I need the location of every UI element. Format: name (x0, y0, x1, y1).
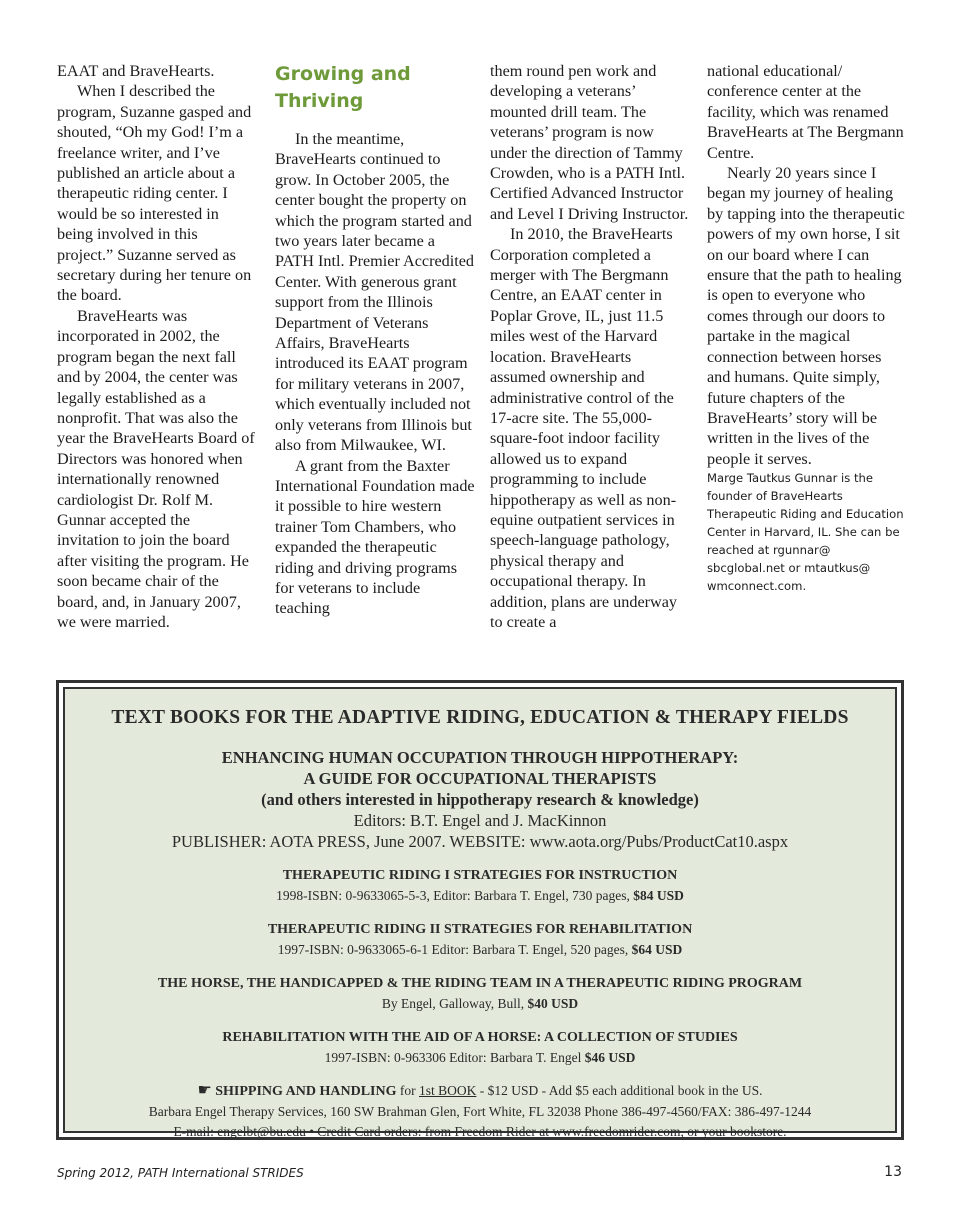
featured-book-title-line1: ENHANCING HUMAN OCCUPATION THROUGH HIPPOTHERAPY: (221, 748, 739, 767)
shipping-for: for (399, 1083, 416, 1098)
book-listing (65, 974, 895, 1014)
paragraph: In the meantime, BraveHearts continued to grow. In October 2005, the center bought the property on which the program started and two years later became a PATH Intl. Premier Accredited Center. With generous grant support from the Illinois Department of Veterans Affairs, BraveHearts introduced its EAAT program for military veterans in 2007, which eventually included not only veterans from Illinois but also from Milwaukee, WI. (275, 130, 475, 455)
book-title: THERAPEUTIC RIDING II STRATEGIES FOR REHABILITATION (267, 922, 693, 937)
book-detail: 1997-ISBN: 0-9633065-6-1 Editor: Barbara T. Engel, 520 pages, $64 USD (277, 942, 683, 957)
paragraph: BraveHearts was incorporated in 2002, the program began the next fall and by 2004, the center was legally established as a nonprofit. That was also the year the BraveHearts Board of Directors was honored when internationally renowned cardiologist Dr. Rolf M. Gunnar accepted the invitation to join the board after visiting the program. He soon became chair of the board, and, in January 2007, we were married. (57, 306, 255, 631)
paragraph: them round pen work and developing a veterans’ mounted drill team. The veterans’ program is now under the direction of Tammy Crowden, who is a PATH Intl. Certified Advanced Instructor and Level I Driving Instructor. (490, 62, 689, 223)
book-price: $46 USD (584, 1050, 636, 1065)
publisher-address: Barbara Engel Therapy Services, 160 SW Brahman Glen, Fort White, FL 32038 Phone 386-497-4560/FAX: 386-497-1244 (148, 1104, 812, 1119)
book-detail: 1997-ISBN: 0-963306 Editor: Barbara T. Engel $46 USD (324, 1050, 636, 1065)
order-contact: E-mail: engelbt@bu.edu • Credit Card orders: from Freedom Rider at www.freedomrider.com, or your bookstore. (173, 1124, 787, 1139)
featured-book-editors: Editors: B.T. Engel and J. MacKinnon (353, 811, 607, 830)
shipping-info (65, 1080, 895, 1142)
article-column-1 (57, 61, 255, 632)
article-column-4 (707, 61, 907, 595)
book-detail: 1998-ISBN: 0-9633065-5-3, Editor: Barbara T. Engel, 730 pages, $84 USD (276, 888, 684, 903)
book-listing (65, 920, 895, 960)
book-listing (65, 866, 895, 906)
first-book-label: 1st BOOK (418, 1083, 477, 1098)
featured-book (65, 747, 895, 852)
book-title: THE HORSE, THE HANDICAPPED & THE RIDING TEAM IN A THERAPEUTIC RIDING PROGRAM (157, 976, 803, 991)
paragraph: When I described the program, Suzanne gasped and shouted, “Oh my God! I’m a freelance writer, and I’ve published an article about a therapeutic riding center. I would be so interested in being involved in this project.” Suzanne served as secretary during her tenure on the board. (57, 82, 252, 305)
article-column-2 (275, 61, 475, 619)
featured-book-title-line2: A GUIDE FOR OCCUPATIONAL THERAPISTS (303, 769, 657, 788)
issue-footer: Spring 2012, PATH International STRIDES (57, 1166, 304, 1180)
book-price: $84 USD (633, 888, 684, 903)
featured-book-publisher: PUBLISHER: AOTA PRESS, June 2007. WEBSITE: www.aota.org/Pubs/ProductCat10.aspx (171, 832, 789, 851)
paragraph: A grant from the Baxter International Foundation made it possible to hire western trainer Tom Chambers, who expanded the therapeutic riding and driving programs for veterans to include teaching (275, 456, 475, 618)
paragraph: national educational/ conference center at the facility, which was renamed BraveHearts at The Bergmann Centre. (707, 62, 904, 162)
article-column-3 (490, 61, 690, 632)
book-price: $40 USD (527, 996, 579, 1011)
paragraph: Nearly 20 years since I began my journey of healing by tapping into the therapeutic powers of my own horse, I sit on our board where I can ensure that the path to healing is open to everyone who comes through our doors to partake in the magical connection between horses and humans. Quite simply, future chapters of the BraveHearts’ story will be written in the lives of the people it serves. (707, 164, 905, 468)
shipping-rates: - $12 USD - Add $5 each additional book in the US. (479, 1083, 763, 1098)
paragraph: EAAT and BraveHearts. (57, 62, 215, 80)
book-detail: By Engel, Galloway, Bull, $40 USD (381, 996, 579, 1011)
shipping-label: SHIPPING AND HANDLING (215, 1084, 397, 1099)
paragraph: In 2010, the BraveHearts Corporation completed a merger with The Bergmann Centre, an EAAT center in Poplar Grove, IL, just 11.5 miles west of the Harvard location. BraveHearts assumed ownership and administrative control of the 17-acre site. The 55,000-square-foot indoor facility allowed us to expand programming to include hippotherapy as well as non-equine outpatient services in speech-language pathology, physical therapy and occupational therapy. In addition, plans are underway to create a (490, 225, 677, 631)
advertisement-title: TEXT BOOKS FOR THE ADAPTIVE RIDING, EDUCATION & THERAPY FIELDS (111, 707, 849, 728)
book-title: THERAPEUTIC RIDING I STRATEGIES FOR INSTRUCTION (282, 868, 678, 883)
author-bio: Marge Tautkus Gunnar is the founder of BraveHearts Therapeutic Riding and Education Center in Harvard, IL. She can be reached at rgunnar@ sbcglobal.net or mtautkus@ wmconnect.com. (707, 471, 904, 594)
book-title: REHABILITATION WITH THE AID OF A HORSE: A COLLECTION OF STUDIES (222, 1030, 738, 1045)
advertisement-inner-box (63, 687, 897, 1139)
textbook-advertisement (56, 680, 904, 1140)
book-listing (65, 1028, 895, 1068)
page-number: 13 (884, 1164, 902, 1180)
featured-book-subtitle: (and others interested in hippotherapy research & knowledge) (261, 790, 699, 809)
pointing-hand-icon: ☛ (197, 1080, 212, 1099)
book-price: $64 USD (631, 942, 683, 957)
section-heading: Growing and Thriving (275, 63, 411, 112)
shipping-line (65, 1080, 895, 1102)
